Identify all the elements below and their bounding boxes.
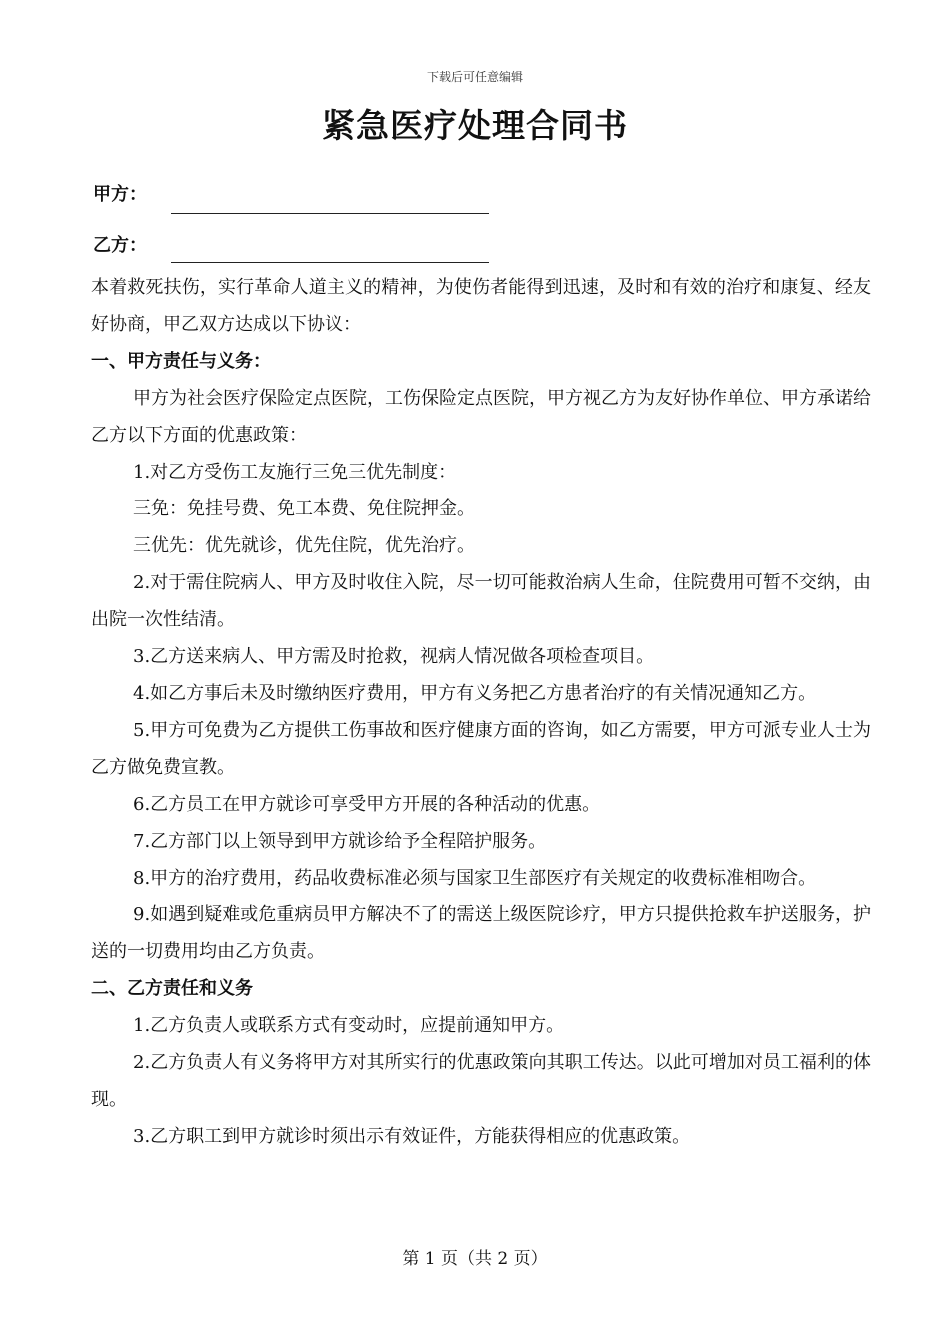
section-1-item: 6.乙方员工在甲方就诊可享受甲方开展的各种活动的优惠。 [133, 793, 601, 815]
section-1-item: 2.对于需住院病人、甲方及时收住入院，尽一切可能救治病人生命，住院费用可暂不交纳，由出院一次性结清。 [91, 572, 871, 631]
header-note: 下载后可任意编辑 [426, 70, 523, 84]
section-1-heading: 一、甲方责任与义务： [91, 350, 271, 372]
section-2-item: 3.乙方职工到甲方就诊时须出示有效证件，方能获得相应的优惠政策。 [133, 1125, 691, 1147]
section-1-preamble: 甲方为社会医疗保险定点医院，工伤保险定点医院，甲方视乙方为友好协作单位、甲方承诺给乙方以下方面的优惠政策： [91, 387, 871, 446]
section-1-item: 7.乙方部门以上领导到甲方就诊给予全程陪护服务。 [133, 830, 547, 852]
section-1-item: 三免：免挂号费、免工本费、免住院押金。 [133, 498, 475, 520]
party-b-label: 乙方： [93, 235, 147, 256]
section-1-item: 1.对乙方受伤工友施行三免三优先制度： [133, 461, 457, 483]
page-footer: 第 1 页（共 2 页） [402, 1249, 548, 1269]
document-title: 紧急医疗处理合同书 [322, 106, 628, 145]
section-2-item: 2.乙方负责人有义务将甲方对其所实行的优惠政策向其职工传达。以此可增加对员工福利的体现。 [91, 1052, 871, 1110]
section-1-item: 3.乙方送来病人、甲方需及时抢救，视病人情况做各项检查项目。 [133, 646, 655, 668]
section-2-item: 1.乙方负责人或联系方式有变动时，应提前通知甲方。 [133, 1015, 565, 1037]
party-b-signature-line [171, 262, 489, 263]
party-a-signature-line [171, 213, 489, 214]
section-1-item: 8.甲方的治疗费用，药品收费标准必须与国家卫生部医疗有关规定的收费标准相吻合。 [133, 867, 817, 889]
party-a-label: 甲方： [93, 184, 147, 205]
section-1-item: 4.如乙方事后未及时缴纳医疗费用，甲方有义务把乙方患者治疗的有关情况通知乙方。 [133, 682, 817, 704]
section-1-item: 5.甲方可免费为乙方提供工伤事故和医疗健康方面的咨询，如乙方需要，甲方可派专业人士为乙方做免费宣教。 [91, 719, 871, 778]
section-2-heading: 二、乙方责任和义务 [91, 978, 253, 1000]
section-1-item: 9.如遇到疑难或危重病员甲方解决不了的需送上级医院诊疗，甲方只提供抢救车护送服务，护送的一切费用均由乙方负责。 [91, 904, 871, 963]
intro-paragraph: 本着救死扶伤，实行革命人道主义的精神，为使伤者能得到迅速，及时和有效的治疗和康复、经友好协商，甲乙双方达成以下协议： [91, 277, 871, 335]
section-1-item: 三优先：优先就诊，优先住院，优先治疗。 [133, 535, 475, 557]
contract-body [91, 270, 871, 1156]
